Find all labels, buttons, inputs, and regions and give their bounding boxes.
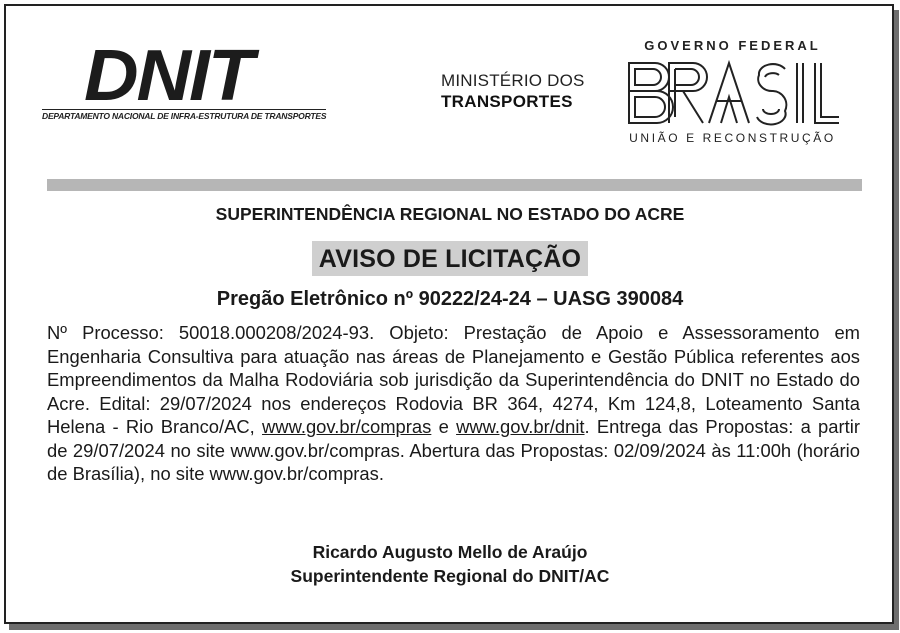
compras-link[interactable]: www.gov.br/compras xyxy=(262,416,432,437)
brasil-wordmark-icon xyxy=(625,59,841,127)
signatory-name: Ricardo Augusto Mello de Araújo xyxy=(312,542,588,562)
notice-body xyxy=(47,321,860,486)
body-text-part1: Nº Processo: 50018.000208/2024-93. Objeto: Prestação de Apoio e Assessoramento em Engenharia Consultiva para atuação nas áreas de Planejamento e Gestão Pública referentes aos Empreendimentos da Malha Rodoviária sob jurisdição da Superintendência do DNIT no Estado do Acre. Edital: 29/07/2024 nos endereços Rodovia BR 364, 4274, Km 124,8, Loteamento Santa Helena - Rio Branco/AC, xyxy=(47,322,860,437)
dnit-link[interactable]: www.gov.br/dnit xyxy=(456,416,585,437)
body-connector: e xyxy=(438,416,449,437)
pregao-subtitle: Pregão Eletrônico nº 90222/24-24 – UASG 390084 xyxy=(216,288,684,310)
governo-federal-label: GOVERNO FEDERAL xyxy=(644,38,821,53)
governo-slogan: UNIÃO E RECONSTRUÇÃO xyxy=(629,131,836,145)
dnit-logo xyxy=(42,36,327,124)
dnit-logo-subtitle: DEPARTAMENTO NACIONAL DE INFRA-ESTRUTURA DE TRANSPORTES xyxy=(42,111,327,121)
ministerio-line1: MINISTÉRIO DOS xyxy=(441,71,585,90)
ministerio-logo xyxy=(441,70,585,112)
aviso-title: AVISO DE LICITAÇÃO xyxy=(312,241,588,276)
dnit-logo-wordmark: DNIT xyxy=(84,36,252,116)
signatory-title: Superintendente Regional do DNIT/AC xyxy=(290,566,610,586)
governo-federal-logo xyxy=(620,38,845,145)
header-divider xyxy=(47,179,862,191)
superintendencia-heading: SUPERINTENDÊNCIA REGIONAL NO ESTADO DO ACRE xyxy=(215,204,685,224)
signature-block xyxy=(0,540,900,588)
ministerio-line2: TRANSPORTES xyxy=(441,92,573,111)
aviso-title-wrap xyxy=(0,241,900,276)
body-text-part2: . Entrega das Propostas: a partir de 29/07/2024 no site www.gov.br/compras. Abertura das Propostas: 02/09/2024 às 11:00h (horário de Brasília), no site www.gov.br/compras. xyxy=(47,416,860,484)
